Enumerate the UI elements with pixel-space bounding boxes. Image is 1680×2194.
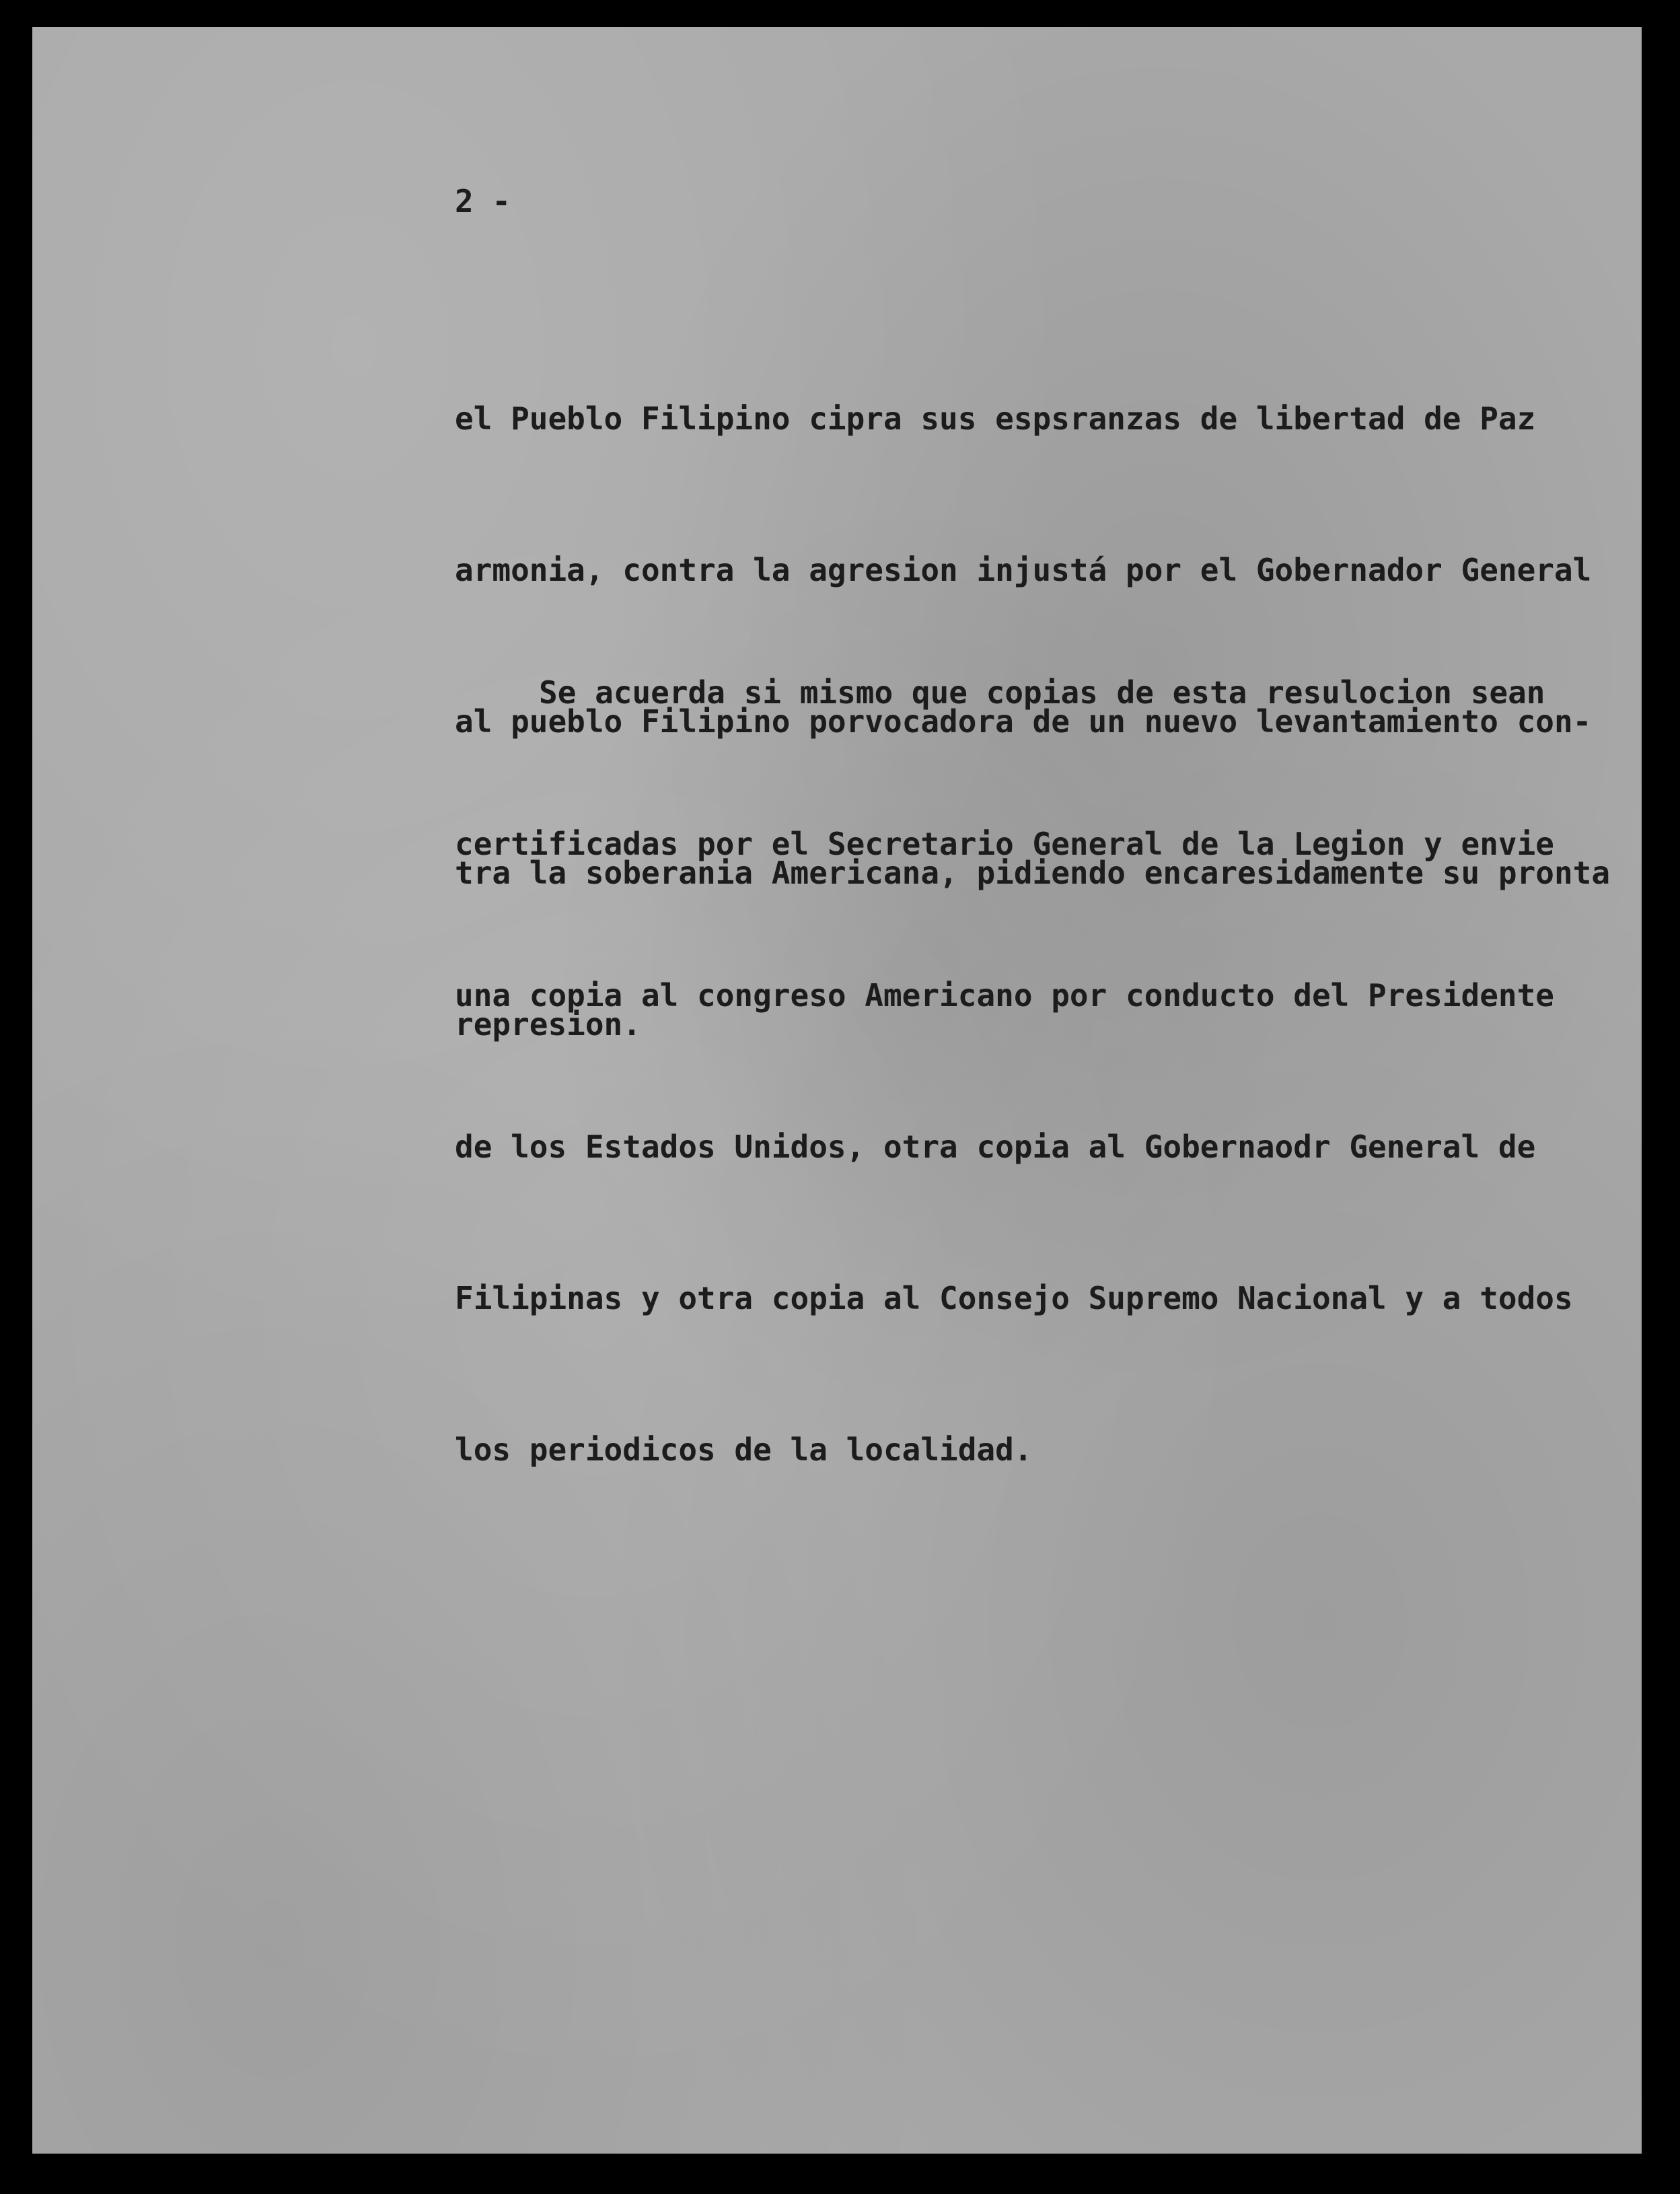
typewritten-page [32, 27, 1642, 2154]
text-line: tra la soberania Americana, pidiendo encaresidamente su pronta [455, 855, 1611, 891]
text-line: represion. [455, 1006, 641, 1042]
text-line: Se acuerda si mismo que copias de esta resulocion sean [539, 674, 1545, 711]
text-line: al pueblo Filipino porvocadora de un nuevo levantamiento con- [455, 703, 1592, 740]
text-line: de los Estados Unidos, otra copia al Gobernaodr General de [455, 1129, 1536, 1165]
page-number: 2 - [455, 183, 511, 219]
text-line: certificadas por el Secretario General de la Legion y envie [455, 826, 1554, 862]
text-line: armonia, contra la agresion injustá por el Gobernador General [455, 552, 1592, 588]
text-line: el Pueblo Filipino cipra sus espsranzas de libertad de Paz [455, 400, 1536, 437]
text-line: Filipinas y otra copia al Consejo Supremo Nacional y a todos [455, 1280, 1573, 1316]
paragraph-2 [455, 567, 1573, 1576]
text-line: una copia al congreso Americano por conducto del Presidente [455, 977, 1554, 1014]
text-line: los periodicos de la localidad. [455, 1431, 1033, 1468]
